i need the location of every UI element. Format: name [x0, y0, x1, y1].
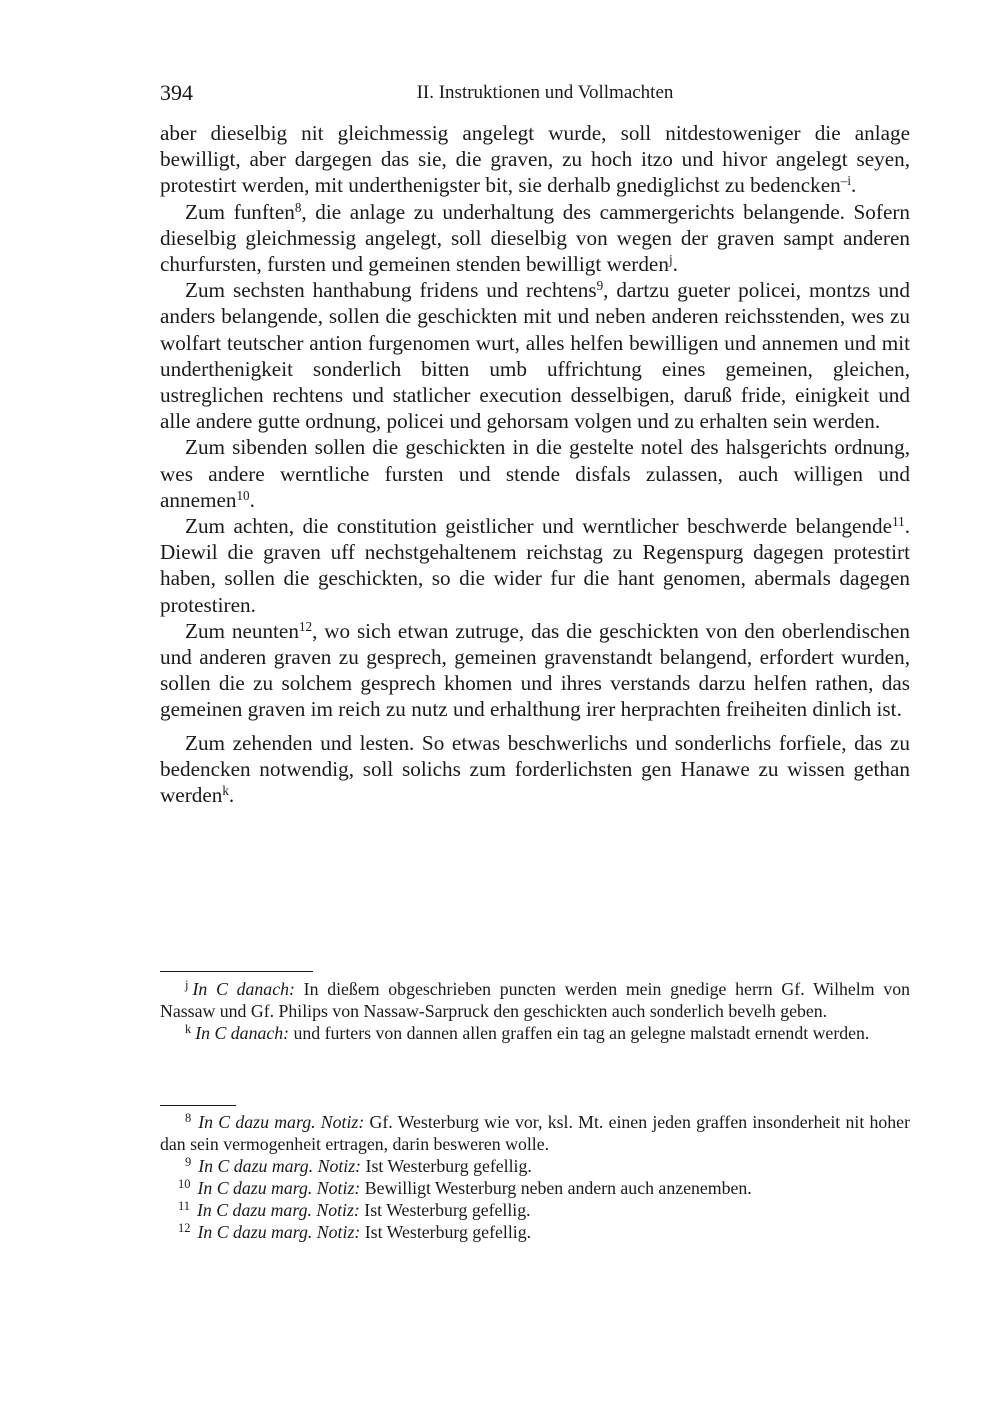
footnote-label: In C dazu marg. Notiz: [197, 1178, 361, 1198]
footnote-11: $^{11}$ In C dazu marg. Notiz: Ist Westerburg gefellig. [178, 1198, 531, 1220]
footnote-9: $^9$ In C dazu marg. Notiz: Ist Westerburg gefellig. [185, 1154, 532, 1176]
footnote-ref[interactable]: 8 [294, 199, 302, 215]
paragraph-fifth: Zum funften$^8$, die anlage zu underhaltung des cammergerichts belangende. Sofern dieselbig gleichmessig angelegt, soll dieselbig von wegen der graven sampt anderen churfursten, fursten und gemeinen stenden bewilligt werden$^j$. [160, 199, 911, 277]
footnote-mark: 10 [178, 1176, 191, 1191]
paragraph-ninth: Zum neunten$^{12}$, wo sich etwan zutruge, das die geschickten von den oberlendischen und anderen graven zu gesprech, gemeinen gravenstandt belangend, erfordert wurden, sollen die zu solchem gesprech khomen und ihres verstands darzu helfen rathen, das gemeinen graven im reich zu nutz und erhalthung irer herprachten freiheiten dinlich ist. [160, 618, 910, 722]
footnote-ref[interactable]: j [668, 251, 673, 267]
footnote-divider-numbers [160, 1105, 236, 1106]
footnote-j: $^j$ In C danach: In dießem obgeschrieben puncten werden mein gnedige herrn Gf. Wilhelm von Nassaw und Gf. Philips von Nassaw-Sarpruck den geschickten auch sonderlich bevelh geben. [160, 977, 910, 1021]
paragraph-eighth: Zum achten, die constitution geistlicher und werntlicher beschwerde belangende$^{11}$. Diewil die graven uff nechstgehaltenem reichstag zu Regenspurg dagegen protestirt haben, sollen die geschickten, so die wider fur die hant genomen, abermals dagegen protestiren. [160, 513, 910, 617]
footnote-ref[interactable]: 9 [596, 278, 604, 293]
footnote-label: In C dazu marg. Notiz: [197, 1222, 361, 1242]
footnote-label: In C dazu marg. Notiz: [198, 1112, 365, 1132]
textcritical-mark: –i [840, 173, 851, 189]
textcritical-footnotes [160, 978, 910, 1044]
running-head [160, 80, 910, 108]
footnote-label: In C danach: [195, 1023, 290, 1043]
footnote-mark: 8 [185, 1110, 192, 1125]
footnote-10: $^{10}$ In C dazu marg. Notiz: Bewilligt Westerburg neben andern auch anzenemben. [178, 1176, 752, 1198]
footnote-mark: 11 [178, 1198, 190, 1213]
footnote-ref[interactable]: 11 [892, 513, 905, 529]
body-text [160, 120, 910, 808]
running-title: II. Instruktionen und Vollmachten [416, 82, 674, 103]
commentary-footnotes [160, 1111, 910, 1243]
paragraph-sixth: Zum sechsten hanthabung fridens und rechtens$^9$, dartzu gueter policei, montzs und anders belangende, sollen die geschickten mit und neben anderen reichsstenden, wes zu wolfart teutscher antion furgenomen wurt, alles helfen bewilligen und annemen und mit underthenigkeit sonderlich bitten umb uffrichtung eines gemeinen, gleichen, ustreglichen rechtens und statlicher execution desselbigen, daruß fride, einigkeit und alle andere gutte ordnung, policei und gehorsam volgen und zu erhalten sein werden. [160, 278, 910, 434]
footnote-k: $^k$ In C danach: und furters von dannen allen graffen ein tag an gelegne malstadt ernendt werden. [185, 1021, 870, 1043]
footnote-label: In C dazu marg. Notiz: [196, 1200, 360, 1220]
paragraph-seventh: Zum sibenden sollen die geschickten in die gestelte notel des halsgerichts ordnung, wes andere werntliche fursten und stende disfals zulassen, auch willigen und annemen$^{10}$. [160, 435, 910, 512]
footnote-ref[interactable]: k [222, 782, 229, 798]
footnote-ref[interactable]: 10 [236, 487, 250, 503]
footnote-mark: j [185, 977, 189, 992]
paragraph-continuation: aber dieselbig nit gleichmessig angelegt wurde, soll nitdestoweniger die anlage bewilligt, aber dargegen das sie, die graven, zu hoch itzo und hivor angelegt seyen, protestirt werden, mit underthenigster bit, sie derhalb gnediglichst zu bedencken$^{-i}$. [160, 121, 910, 198]
footnote-mark: k [185, 1021, 192, 1036]
footnote-ref[interactable]: 12 [298, 618, 313, 634]
footnote-divider-letters [160, 971, 313, 972]
footnote-8: $^8$ In C dazu marg. Notiz: Gf. Westerburg wie vor, ksl. Mt. einen jeden graffen insonderheit nit hoher dan sein vermogenheit ertragen, darin besweren wolle. [160, 1110, 910, 1154]
footnote-mark: 12 [178, 1220, 191, 1235]
footnote-mark: 9 [185, 1154, 192, 1169]
footnote-label: In C danach: [192, 979, 295, 999]
footnote-12: $^{12}$ In C dazu marg. Notiz: Ist Westerburg gefellig. [178, 1220, 532, 1242]
footnote-label: In C dazu marg. Notiz: [198, 1156, 362, 1176]
paragraph-tenth: Zum zehenden und lesten. So etwas beschwerlichs und sonderlichs forfiele, das zu bedencken notwendig, soll solichs zum forderlichsten gen Hanawe zu wissen gethan werden$^k$. [160, 730, 910, 808]
page-number: 394 [160, 80, 193, 105]
